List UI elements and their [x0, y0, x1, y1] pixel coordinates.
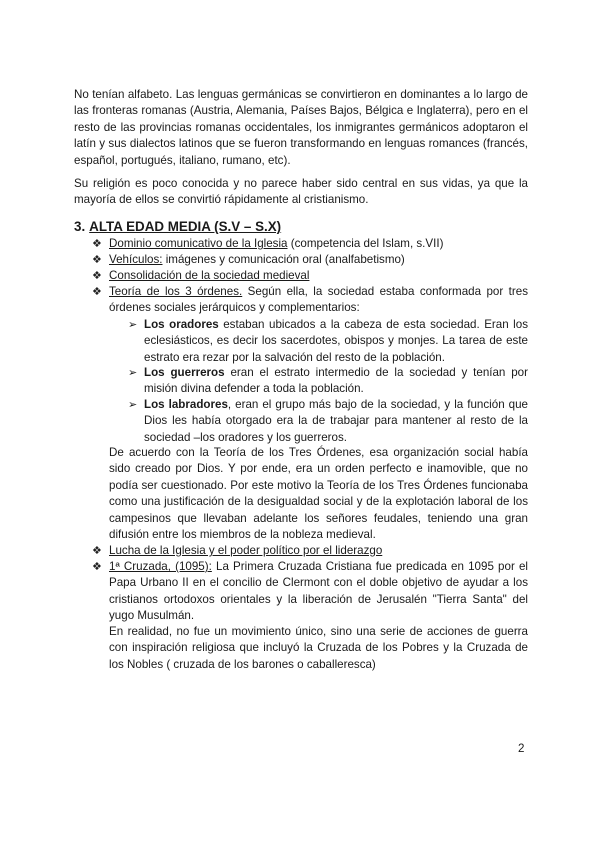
order-item-oradores — [128, 317, 528, 366]
order-item-guerreros — [128, 365, 528, 398]
arrow-bullet-icon: ➢ — [128, 367, 138, 379]
list-item — [92, 543, 528, 559]
item-text: imágenes y comunicación oral (analfabetismo) — [162, 253, 405, 266]
order-name: Los labradores — [144, 398, 228, 411]
list-item — [92, 268, 528, 284]
order-description: estaban ubicados a la cabeza de esta sociedad. Eran los eclesiásticos, es decir los sacerdotes, obispos y monjes. La tarea de este estrato era rezar por la salvación del resto de la población. — [144, 318, 529, 364]
diamond-bullet-icon: ❖ — [92, 254, 102, 266]
diamond-bullet-icon: ❖ — [92, 270, 102, 282]
diamond-bullet-icon: ❖ — [92, 545, 102, 557]
diamond-bullet-icon: ❖ — [92, 561, 102, 573]
item-label: Vehículos: — [109, 253, 163, 266]
crusade-paragraph: En realidad, no fue un movimiento único, sino una serie de acciones de guerra con inspiración religiosa que incluyó la Cruzada de los Pobres y la Cruzada de los Nobles ( cruzada de los barones o caballeresca) — [109, 625, 528, 671]
item-label: Consolidación de la sociedad medieval — [109, 269, 310, 282]
section-heading — [74, 218, 281, 235]
arrow-bullet-icon: ➢ — [128, 319, 138, 331]
diamond-bullet-icon: ❖ — [92, 286, 102, 298]
section-number: 3. — [74, 219, 86, 234]
item-label: 1ª Cruzada, (1095): — [109, 560, 212, 573]
order-item-labradores — [128, 397, 528, 446]
intro-paragraph-1: No tenían alfabeto. Las lenguas germánicas se convirtieron en dominantes a lo largo de las fronteras romanas (Austria, Alemania, Países Bajos, Bélgica e Inglaterra), pero en el resto de las provincias romanas occidentales, los inmigrantes germánicos adoptaron el latín y sus dialectos latinos que se fueron transformando en lenguas romances (francés, español, portugués, italiano, rumano, etc). — [74, 88, 528, 167]
section-title: ALTA EDAD MEDIA (S.V – S.X) — [89, 219, 282, 234]
list-item — [92, 284, 528, 317]
order-description: , eran el grupo más bajo de la sociedad, y la función que Dios les había otorgado era la de trabajar para mantener al resto de la sociedad –los oradores y los guerreros. — [144, 398, 528, 444]
list-item — [92, 236, 528, 252]
diamond-bullet-icon: ❖ — [92, 238, 102, 250]
item-label: Teoría de los 3 órdenes. — [109, 285, 243, 298]
arrow-bullet-icon: ➢ — [128, 399, 138, 411]
intro-paragraph-2: Su religión es poco conocida y no parece haber sido central en sus vidas, ya que la mayoría de ellos se convirtió rápidamente al cristianismo. — [74, 177, 528, 207]
page-number: 2 — [518, 742, 525, 755]
list-item — [92, 559, 528, 625]
item-text: Según ella, la sociedad estaba conformada por tres órdenes sociales jerárquicos y complementarios: — [109, 285, 528, 315]
order-name: Los guerreros — [144, 366, 225, 379]
list-item — [92, 252, 528, 268]
order-name: Los oradores — [144, 318, 219, 331]
order-description: eran el estrato intermedio de la sociedad y tenían por misión divina defender a toda la población. — [144, 366, 528, 396]
theory-paragraph: De acuerdo con la Teoría de los Tres Órdenes, esa organización social había sido creado por Dios. Y por ende, era un orden perfecto e inamovible, que no podía ser cuestionado. Por este motivo la Teoría de los Tres Órdenes funcionaba como una justificación de la desigualdad social y de la explotación laboral de los campesinos que llevaban adelante los señores feudales, teniendo una gran difusión entre los miembros de la nobleza medieval. — [109, 446, 528, 542]
item-label: Lucha de la Iglesia y el poder político por el liderazgo — [109, 544, 383, 557]
item-label: Dominio comunicativo de la Iglesia — [109, 237, 288, 250]
item-text: La Primera Cruzada Cristiana fue predicada en 1095 por el Papa Urbano II en el concilio de Clermont con el doble objetivo de ayudar a los cristianos ortodoxos orientales y la liberación de Jerusalén "Tierra Santa" del yugo Musulmán. — [109, 560, 528, 623]
item-text: (competencia del Islam, s.VII) — [287, 237, 444, 250]
